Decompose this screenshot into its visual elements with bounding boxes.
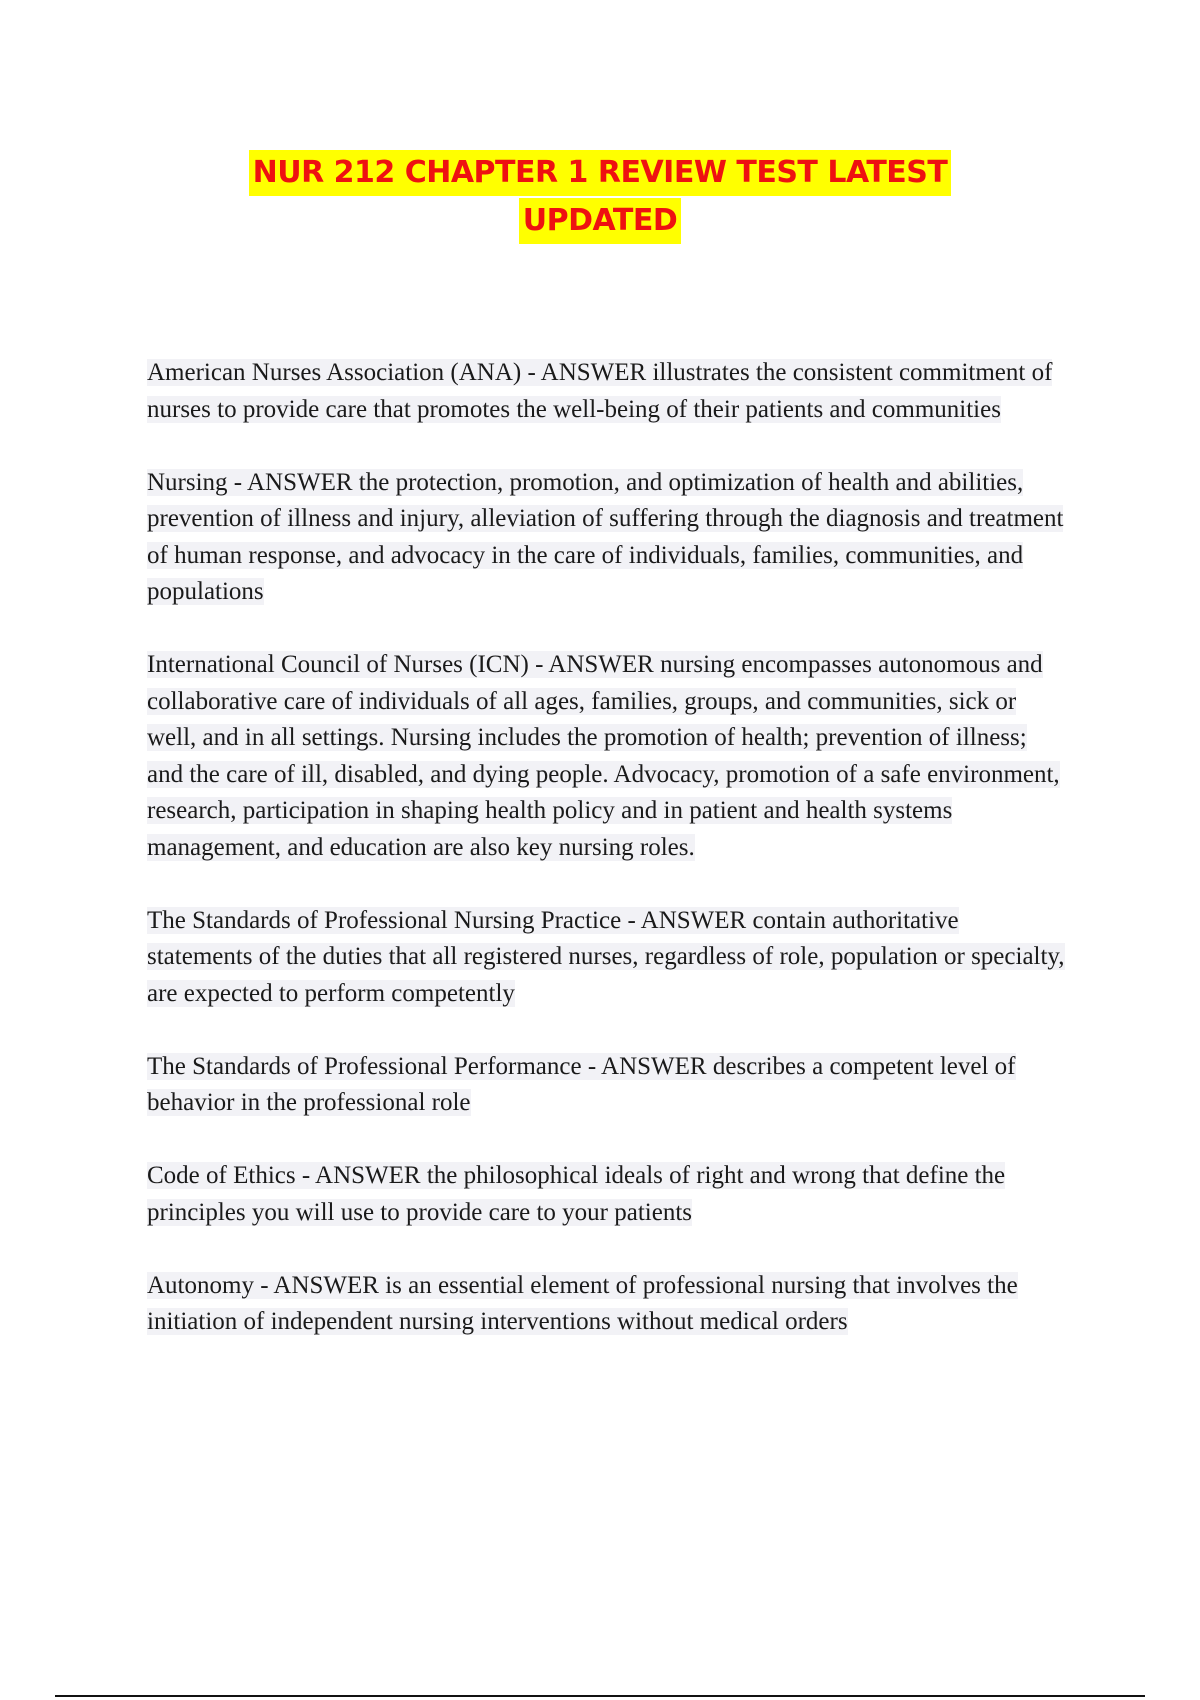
entry-ana <box>147 355 1067 428</box>
entry-text: Autonomy - ANSWER is an essential element of professional nursing that involves the initiation of independent nursing interventions without medical orders <box>147 1271 1018 1335</box>
title-line-2: UPDATED <box>519 198 682 244</box>
entry-text: Code of Ethics - ANSWER the philosophical ideals of right and wrong that define the principles you will use to provide care to your patients <box>147 1162 1006 1226</box>
entry-text: The Standards of Professional Performance - ANSWER describes a competent level of behavior in the professional role <box>147 1052 1016 1116</box>
entry-standards-practice <box>147 903 1067 1013</box>
entry-nursing <box>147 465 1067 611</box>
entry-text: Nursing - ANSWER the protection, promotion, and optimization of health and abilities, prevention of illness and injury, alleviation of suffering through the diagnosis and treatment of human response, and advocacy in the care of individuals, families, communities, and populations <box>147 468 1064 605</box>
title-line-1: NUR 212 CHAPTER 1 REVIEW TEST LATEST <box>249 150 952 196</box>
entry-standards-performance <box>147 1049 1067 1122</box>
entry-icn <box>147 647 1067 866</box>
document-body <box>147 355 1067 1377</box>
entry-code-of-ethics <box>147 1158 1067 1231</box>
entry-text: International Council of Nurses (ICN) - ANSWER nursing encompasses autonomous and collaborative care of individuals of all ages, families, groups, and communities, sick or well, and in all settings. Nursing includes the promotion of health; prevention of illness; and the care of ill, disabled, and dying people. Advocacy, promotion of a safe environment, research, participation in shaping health policy and in patient and health systems management, and education are also key nursing roles. <box>147 651 1060 861</box>
entry-text: American Nurses Association (ANA) - ANSWER illustrates the consistent commitment of nurses to provide care that promotes the well-being of their patients and communities <box>147 359 1053 423</box>
document-title <box>0 150 1200 246</box>
entry-autonomy <box>147 1268 1067 1341</box>
entry-text: The Standards of Professional Nursing Practice - ANSWER contain authoritative statements of the duties that all registered nurses, regardless of role, population or specialty, are expected to perform competently <box>147 906 1065 1007</box>
footer-divider <box>55 1695 1145 1697</box>
